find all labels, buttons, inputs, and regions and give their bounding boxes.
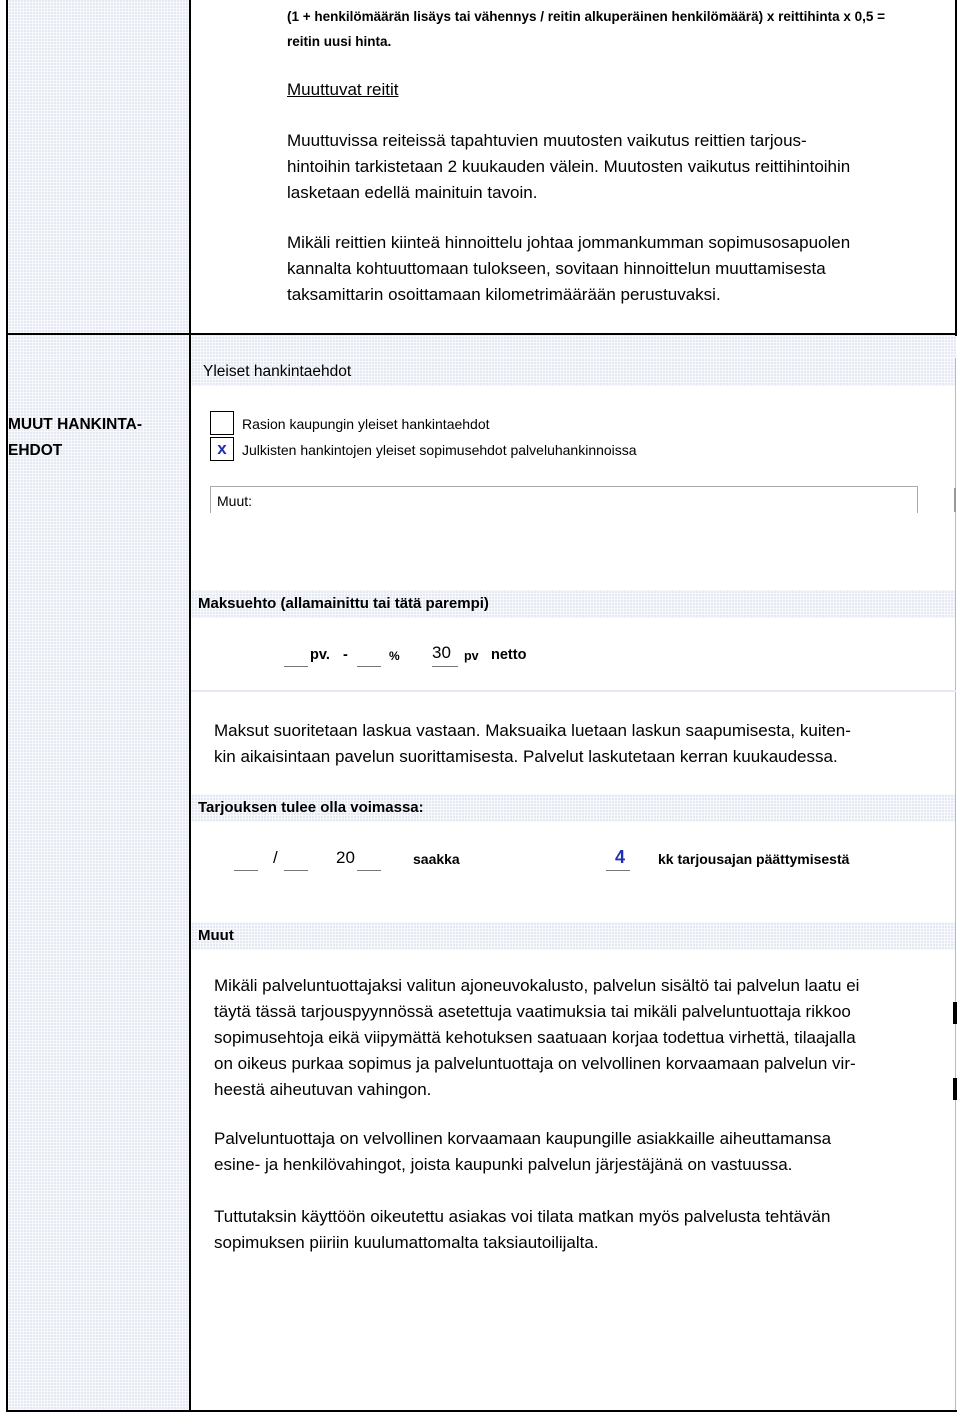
general-terms-header: Yleiset hankintaehdot xyxy=(203,363,352,380)
text-line: on oikeus purkaa sopimus ja palveluntuottaja on velvollinen korvaamaan palvelun vir- xyxy=(214,1054,856,1073)
page-right-border-top xyxy=(955,0,957,336)
public-procurement-terms-label: Julkisten hankintojen yleiset sopimusehdot palveluhankinnoissa xyxy=(242,442,637,458)
discount-percent-unit: % xyxy=(389,649,400,663)
text-line: Maksut suoritetaan laskua vastaan. Maksuaika luetaan laskun saapumisesta, kuiten- xyxy=(214,721,851,740)
net-days-unit: pv xyxy=(464,649,479,663)
text-line: esine- ja henkilövahingot, joista kaupunki palvelun järjestäjänä on vastuussa. xyxy=(214,1155,793,1174)
discount-days-unit: pv. xyxy=(310,647,330,663)
payment-description xyxy=(214,718,851,770)
text-line: Palveluntuottaja on velvollinen korvaamaan kaupungille asiakkaille aiheuttamansa xyxy=(214,1129,832,1148)
payment-separator xyxy=(191,690,956,692)
rasio-terms-label: Rasion kaupungin yleiset hankintaehdot xyxy=(242,416,490,432)
validity-months-value: 4 xyxy=(615,847,626,867)
other-terms-label: Muut: xyxy=(217,493,253,509)
other-contract-termination-paragraph xyxy=(214,973,859,1103)
section-separator-band xyxy=(8,334,956,358)
text-line: Muuttuvissa reiteissä tapahtuvien muutosten vaikutus reittien tarjous- xyxy=(287,131,807,150)
validity-month-input[interactable] xyxy=(284,870,308,871)
discount-percent-input[interactable] xyxy=(357,666,381,667)
net-days-input[interactable] xyxy=(432,666,458,667)
net-label: netto xyxy=(491,647,527,663)
section-top-line xyxy=(6,333,957,335)
validity-year-prefix: 20 xyxy=(336,848,355,867)
text-line: lasketaan edellä mainituin tavoin. xyxy=(287,183,538,202)
price-formula-line-2: reitin uusi hinta. xyxy=(287,34,392,49)
text-line: heestä aiheutuvan vahingon. xyxy=(214,1080,432,1099)
other-header: Muut xyxy=(198,927,234,944)
text-line: sopimusehtoja eikä viipymättä kehotuksen saatuaan korjaa todettua virhettä, tilaajalla xyxy=(214,1028,856,1047)
other-tuttutaksi-paragraph xyxy=(214,1204,830,1256)
discount-days-input[interactable] xyxy=(284,666,308,667)
right-edge-marker xyxy=(953,1002,957,1024)
text-line: kin aikaisintaan pavelun suorittamisesta. Palvelut laskutetaan kerran kuukaudessa. xyxy=(214,747,838,766)
validity-until-label: saakka xyxy=(413,851,460,867)
discount-dash: - xyxy=(343,647,348,663)
text-line: täytä tässä tarjouspyynnössä asetettuja vaatimuksia tai mikäli palveluntuottaja rikkoo xyxy=(214,1002,851,1021)
label-line: MUUT HANKINTA- xyxy=(8,416,143,433)
rasio-terms-checkbox[interactable] xyxy=(210,411,234,435)
other-procurement-terms-label xyxy=(8,412,142,464)
pricing-adjustment-paragraph xyxy=(287,230,850,308)
validity-months-input[interactable] xyxy=(606,870,630,871)
right-edge-line xyxy=(955,358,956,1410)
text-line: hintoihin tarkistetaan 2 kuukauden välein. Muutosten vaikutus reittihintoihin xyxy=(287,157,851,176)
public-procurement-terms-checkbox[interactable]: x xyxy=(210,437,234,461)
offer-validity-header: Tarjouksen tulee olla voimassa: xyxy=(198,799,424,816)
sidebar-divider xyxy=(189,0,191,1412)
label-line: EHDOT xyxy=(8,442,63,459)
text-line: Tuttutaksin käyttöön oikeutettu asiakas voi tilata matkan myös palvelusta tehtävän xyxy=(214,1207,831,1226)
other-liability-paragraph xyxy=(214,1126,831,1178)
right-edge-tick xyxy=(954,488,956,512)
price-formula-line-1: (1 + henkilömäärän lisäys tai vähennys / reitin alkuperäinen henkilömäärä) x reittihinta x 0,5 = xyxy=(287,9,885,24)
left-sidebar xyxy=(8,0,189,1410)
validity-day-input[interactable] xyxy=(234,870,258,871)
text-line: taksamittarin osoittamaan kilometrimäärään perustuvaksi. xyxy=(287,285,721,304)
page-bottom-border xyxy=(6,1410,957,1412)
other-terms-field[interactable] xyxy=(210,486,918,513)
payment-terms-header: Maksuehto (allamainittu tai tätä parempi) xyxy=(198,595,489,612)
text-line: kannalta kohtuuttomaan tulokseen, sovitaan hinnoittelun muuttamisesta xyxy=(287,259,826,278)
variable-routes-paragraph xyxy=(287,128,850,206)
validity-months-label: kk tarjousajan päättymisestä xyxy=(658,851,850,867)
validity-slash: / xyxy=(273,848,278,867)
text-line: sopimuksen piiriin kuulumattomalta taksiautoilijalta. xyxy=(214,1233,599,1252)
variable-routes-heading: Muuttuvat reitit xyxy=(287,80,399,99)
validity-year-input[interactable] xyxy=(357,870,381,871)
page-left-border xyxy=(6,0,8,1412)
right-edge-marker xyxy=(953,1078,957,1100)
net-days-value: 30 xyxy=(432,643,451,662)
text-line: Mikäli reittien kiinteä hinnoittelu johtaa jommankumman sopimusosapuolen xyxy=(287,233,851,252)
other-header-band xyxy=(191,922,956,950)
text-line: Mikäli palveluntuottajaksi valitun ajoneuvokalusto, palvelun sisältö tai palvelun laatu ei xyxy=(214,976,860,995)
